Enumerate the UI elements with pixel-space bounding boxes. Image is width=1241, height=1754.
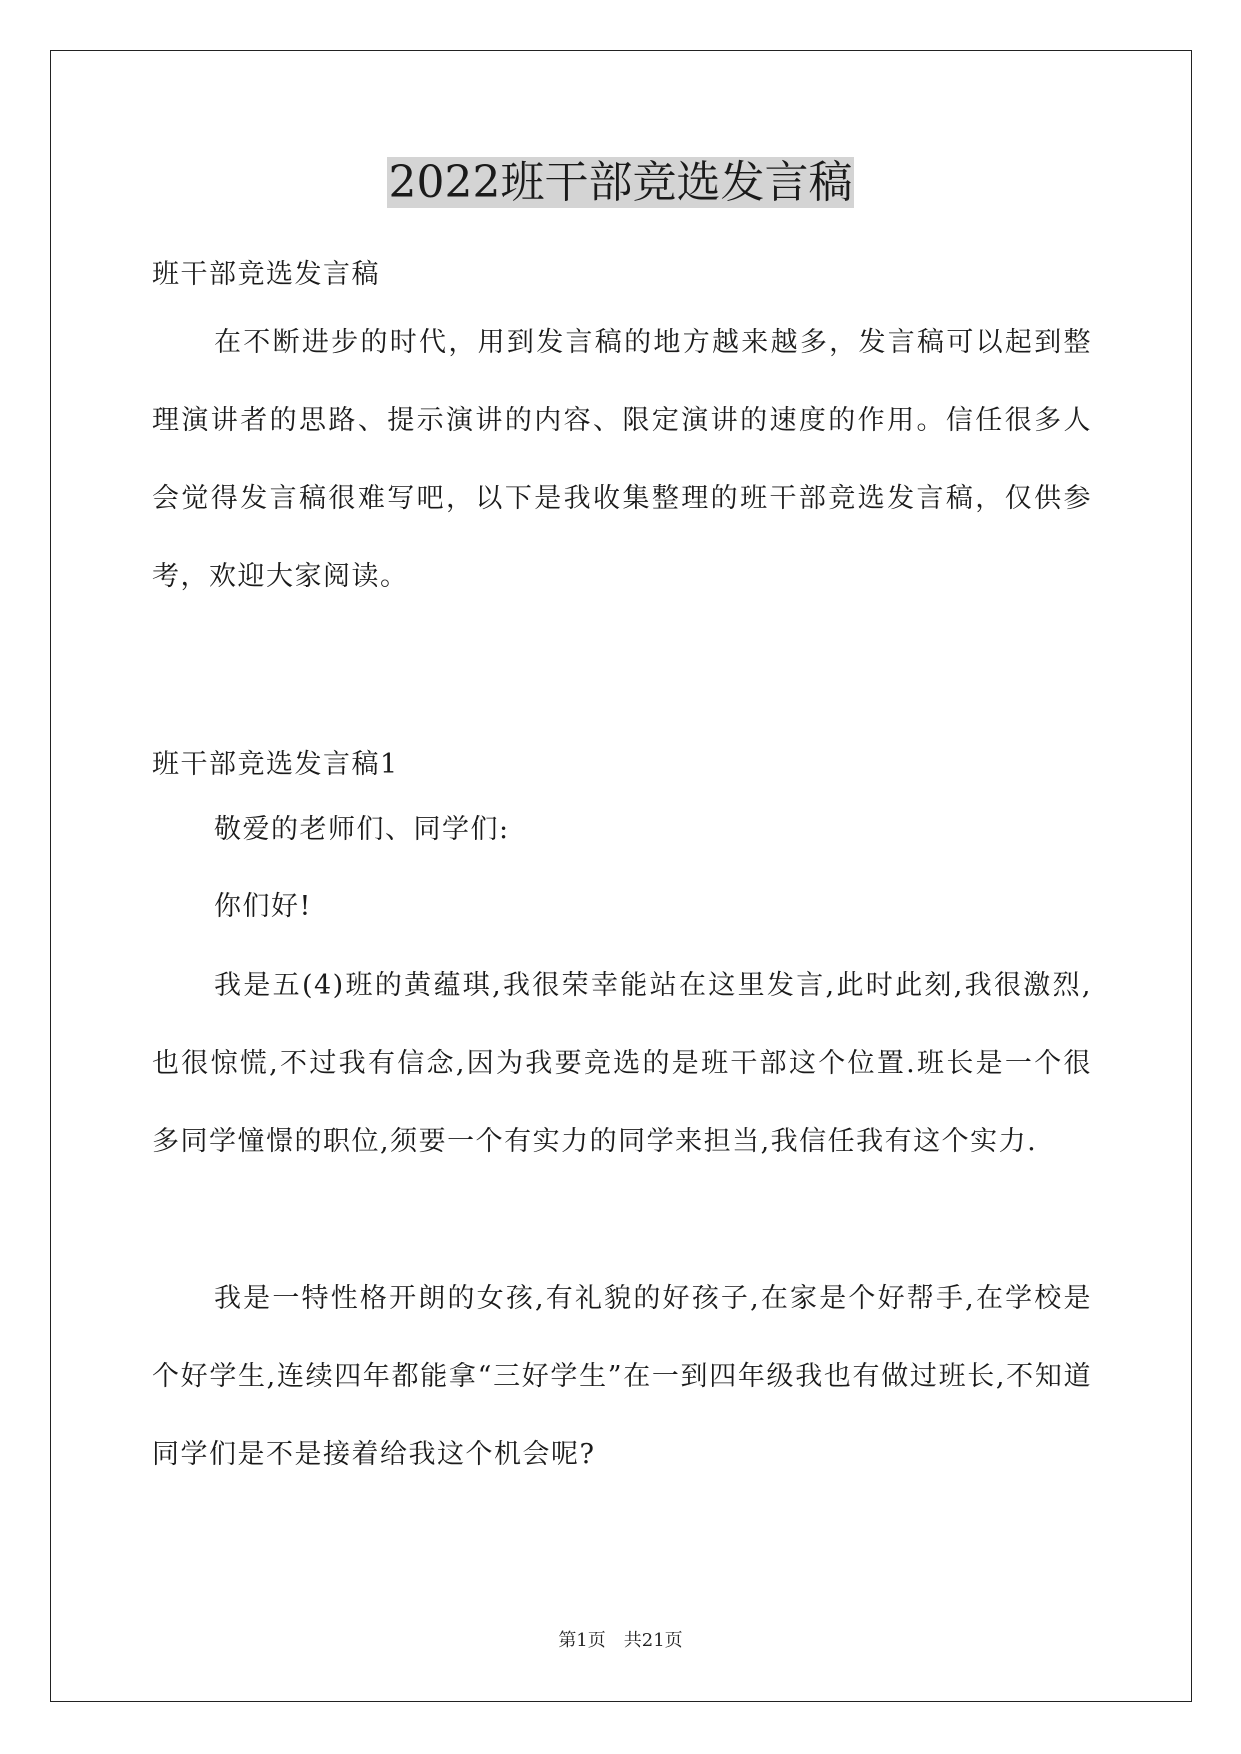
section-heading: 班干部竞选发言稿: [152, 259, 380, 290]
intro-paragraph: 在不断进步的时代，用到发言稿的地方越来越多，发言稿可以起到整理演讲者的思路、提示演讲的内容、限定演讲的速度的作用。信任很多人会觉得发言稿很难写吧，以下是我收集整理的班干部竞选发言稿，仅供参考，欢迎大家阅读。: [152, 327, 1092, 592]
speech-heading: 班干部竞选发言稿1: [152, 749, 399, 780]
document-title: [0, 155, 1241, 211]
title-text: 2022班干部竞选发言稿: [388, 157, 853, 208]
body-paragraph: 我是五(4)班的黄蕴琪,我很荣幸能站在这里发言,此时此刻,我很激烈,也很惊慌,不过我有信念,因为我要竞选的是班干部这个位置.班长是一个很多同学憧憬的职位,须要一个有实力的同学来担当,我信任我有这个实力.: [152, 970, 1092, 1157]
page-number-footer: 第1页 共21页: [558, 1630, 683, 1651]
body-paragraph: 我是一特性格开朗的女孩,有礼貌的好孩子,在家是个好帮手,在学校是个好学生,连续四年都能拿“三好学生”在一到四年级我也有做过班长,不知道同学们是不是接着给我这个机会呢?: [152, 1283, 1092, 1470]
salutation-paragraph: 敬爱的老师们、同学们:: [214, 814, 510, 845]
greeting-paragraph: 你们好!: [214, 891, 312, 922]
